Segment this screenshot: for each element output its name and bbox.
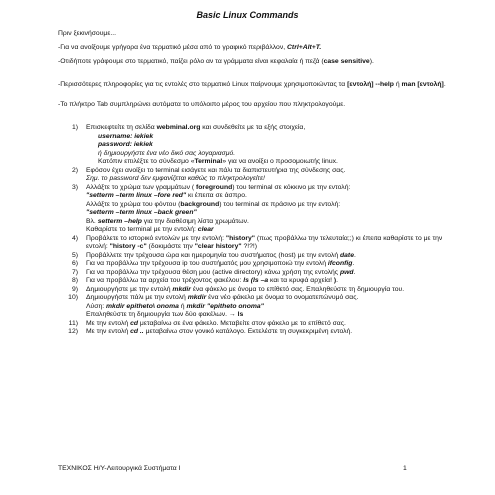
- item-text: Για να προβάλλω την τρέχουσα ip του συστήματός μου χρησιμοποιώ την εντολή: [86, 260, 328, 267]
- credential-text: password: iekiek: [98, 141, 153, 148]
- item-number: 3): [71, 183, 78, 191]
- intro-text: .: [443, 81, 446, 88]
- emphasis-text: foreground: [196, 183, 233, 191]
- item-text: .: [353, 251, 356, 259]
- credential-text: username: iekiek: [98, 132, 154, 140]
- item-text: ένα φάκελο με όνομα το επίθετό σας. Επαληθεύστε τη δημιουργία του.: [190, 285, 405, 293]
- command-text: "setterm –term linux –back green": [86, 209, 197, 216]
- command-text: man [εντολή]: [401, 81, 444, 88]
- item-text: .: [336, 277, 339, 284]
- item-text: .: [352, 260, 355, 267]
- list-item: [62, 320, 450, 329]
- item-text: Με την εντολή: [86, 328, 131, 335]
- list-item: [62, 286, 450, 295]
- item-text: ή δημιουργήστε ένα νέο δικό σας λογαριασμό.: [98, 149, 236, 157]
- item-text: μεταβαίνω σε ένα φάκελο. Μεταβείτε στον φάκελο με το επίθετό σας.: [138, 319, 346, 327]
- item-text: Προβάλετε το ιστορικό εντολών με την εντολή:: [86, 234, 226, 242]
- item-text: για την διαθέσιμη λίστα χρωμάτων.: [141, 217, 249, 225]
- command-text: ifconfig: [327, 260, 353, 267]
- command-text: mkdir epitheto\ onoma: [106, 302, 179, 310]
- item-text: Επαληθεύστε τη δημιουργία των δύο φακέλων.: [86, 311, 229, 318]
- command-text: mkdir: [187, 294, 207, 301]
- command-text: setterm –help: [97, 217, 142, 225]
- command-text: date: [340, 251, 354, 259]
- note-text: Σημ. το password δεν εμφανίζεται καθώς το πληκτρολογείτε!: [86, 175, 265, 182]
- command-text: pwd: [339, 268, 354, 276]
- list-item: [62, 277, 450, 286]
- item-text: Με την εντολή: [86, 319, 131, 327]
- page-title: Basic Linux Commands: [196, 10, 299, 20]
- footer-course: ΤΕΧΝΙΚΟΣ Η/Υ-Λειτουργικά Συστήματα Ι: [58, 465, 181, 472]
- command-text: cd: [130, 319, 139, 327]
- item-text: Βλ.: [86, 217, 98, 225]
- list-item: [62, 184, 450, 235]
- item-text: Δημιουργήστε πάλι με την εντολή: [86, 294, 188, 301]
- item-text: » για να ανοίξει ο προσομοιωτής linux.: [222, 158, 338, 165]
- item-number: 2): [71, 166, 78, 174]
- item-text: Δημιουργήστε με την εντολή: [86, 285, 173, 293]
- item-text: ?!?!): [241, 243, 258, 250]
- command-text: "setterm –term linux –fore red": [86, 192, 187, 199]
- item-text: ) του terminal σε πράσινο με την εντολή:: [219, 200, 341, 208]
- item-number: 10): [68, 294, 78, 301]
- shortcut-text: Ctrl+Alt+T.: [287, 44, 322, 51]
- intro-text: -Περισσότερες πληροφορίες για τις εντολές στο τερματικό Linux παίρνουμε χρησιμοποιώντας τα: [58, 81, 348, 88]
- command-text: "clear history": [194, 243, 242, 250]
- item-number: 11): [68, 319, 78, 327]
- item-text: μεταβαίνω στον γονικό κατάλογο. Εκτελέστε τη συγκεκριμένη εντολή.: [143, 328, 353, 335]
- item-number: 9): [71, 285, 78, 293]
- emphasis-text: case sensitive: [323, 58, 370, 65]
- item-text: Για να προβάλλω τα αρχεία του τρέχοντος φακέλου:: [86, 277, 244, 284]
- item-text: Για να προβάλλω την τρέχουσα θέση μου (active directory) κάνω χρήση της εντολής: [86, 268, 340, 276]
- exercise-list: [62, 124, 450, 337]
- link-text[interactable]: webminal.org: [156, 124, 201, 131]
- command-text: [εντολή] --help: [347, 81, 394, 88]
- intro-text: -Για να ανοίξουμε γρήγορα ένα τερματικό μέσα από το γραφικό περιβάλλον,: [58, 44, 288, 51]
- list-item: [62, 167, 450, 184]
- item-text: κι έπειτα σε άσπρο.: [186, 192, 247, 199]
- footer-page-number: 1: [403, 465, 407, 472]
- item-text: ένα νέο φάκελο με όνομα το ονοματεπώνυμό σας.: [206, 294, 359, 301]
- item-text: Επισκεφτείτε τη σελίδα: [86, 124, 157, 131]
- item-number: 4): [71, 234, 78, 242]
- item-number: 8): [71, 277, 78, 284]
- intro-text: ή: [393, 81, 402, 88]
- item-text: (δοκιμάστε την: [146, 243, 195, 250]
- emphasis-text: ): [333, 277, 337, 284]
- item-number: 1): [71, 124, 78, 131]
- intro-paragraph-0: [58, 30, 450, 39]
- emphasis-text: background: [180, 200, 220, 208]
- intro-text: -Οτιδήποτε γράφουμε στο τερματικό, παίζει ρόλο αν τα γράμματα είναι κεφαλαία ή πεζά (: [58, 58, 324, 65]
- list-item: [62, 328, 450, 337]
- list-item: [62, 269, 450, 278]
- item-text: .: [353, 268, 356, 276]
- list-item: [62, 260, 450, 269]
- intro-paragraph-3: [58, 81, 450, 90]
- list-item: [62, 124, 450, 167]
- item-number: 12): [68, 328, 78, 335]
- item-text: Κατόπιν επιλέξτε το σύνδεσμο «: [98, 158, 195, 165]
- item-text: Καθαρίστε το terminal με την εντολή:: [86, 226, 198, 233]
- intro-text: ).: [369, 58, 374, 65]
- item-text: ) του terminal σε κόκκινο με την εντολή:: [232, 183, 351, 191]
- item-text: Λύση:: [86, 302, 107, 310]
- item-text: Αλλάξτε το χρώμα των γραμμάτων (: [86, 183, 197, 191]
- command-text: mkdir "epitheto onoma": [186, 302, 264, 310]
- item-number: 6): [71, 260, 78, 267]
- item-number: 7): [71, 268, 78, 276]
- command-text: "history -c": [109, 243, 147, 250]
- intro-paragraph-1: [58, 44, 450, 53]
- emphasis-text: Terminal: [194, 158, 223, 165]
- command-text: clear: [197, 226, 214, 233]
- item-text: Αλλάξτε το χρώμα του φόντου (: [86, 200, 181, 208]
- list-item: [62, 235, 450, 252]
- list-item: [62, 294, 450, 320]
- item-text: Προβάλλετε την τρέχουσα ώρα και ημερομηνία του συστήματος (host) με την εντολή: [86, 251, 340, 259]
- intro-text: Πριν ξεκινήσουμε...: [58, 30, 117, 37]
- item-text: ή: [178, 302, 187, 310]
- intro-paragraph-2: [58, 58, 450, 67]
- command-text: cd ..: [130, 328, 144, 335]
- intro-paragraph-4: [58, 101, 450, 110]
- item-text: (πως προβάλλω την τελευταία;;) κι έπειτα καθαρίστε το με την εντολή:: [86, 234, 443, 250]
- item-number: 5): [71, 251, 78, 259]
- command-text: mkdir: [172, 285, 191, 293]
- item-text: Εφόσον έχει ανοίξει το terminal εισάγετε και πάλι τα διαπιστευτήρια της σύνδεσης σας.: [86, 166, 346, 174]
- command-text: "history": [225, 234, 255, 242]
- item-text: και συνδεθείτε με τα εξής στοιχεία,: [200, 124, 306, 131]
- list-item: [62, 252, 450, 261]
- intro-text: -Το πλήκτρο Tab συμπληρώνει αυτόματα το υπόλοιπο μέρος του αρχείου που πληκτρολογούμε.: [58, 101, 346, 108]
- item-text: και τα κρυφά αρχεία!: [268, 277, 334, 284]
- command-text: → ls: [228, 311, 244, 318]
- command-text: ls (ls –a: [243, 277, 269, 284]
